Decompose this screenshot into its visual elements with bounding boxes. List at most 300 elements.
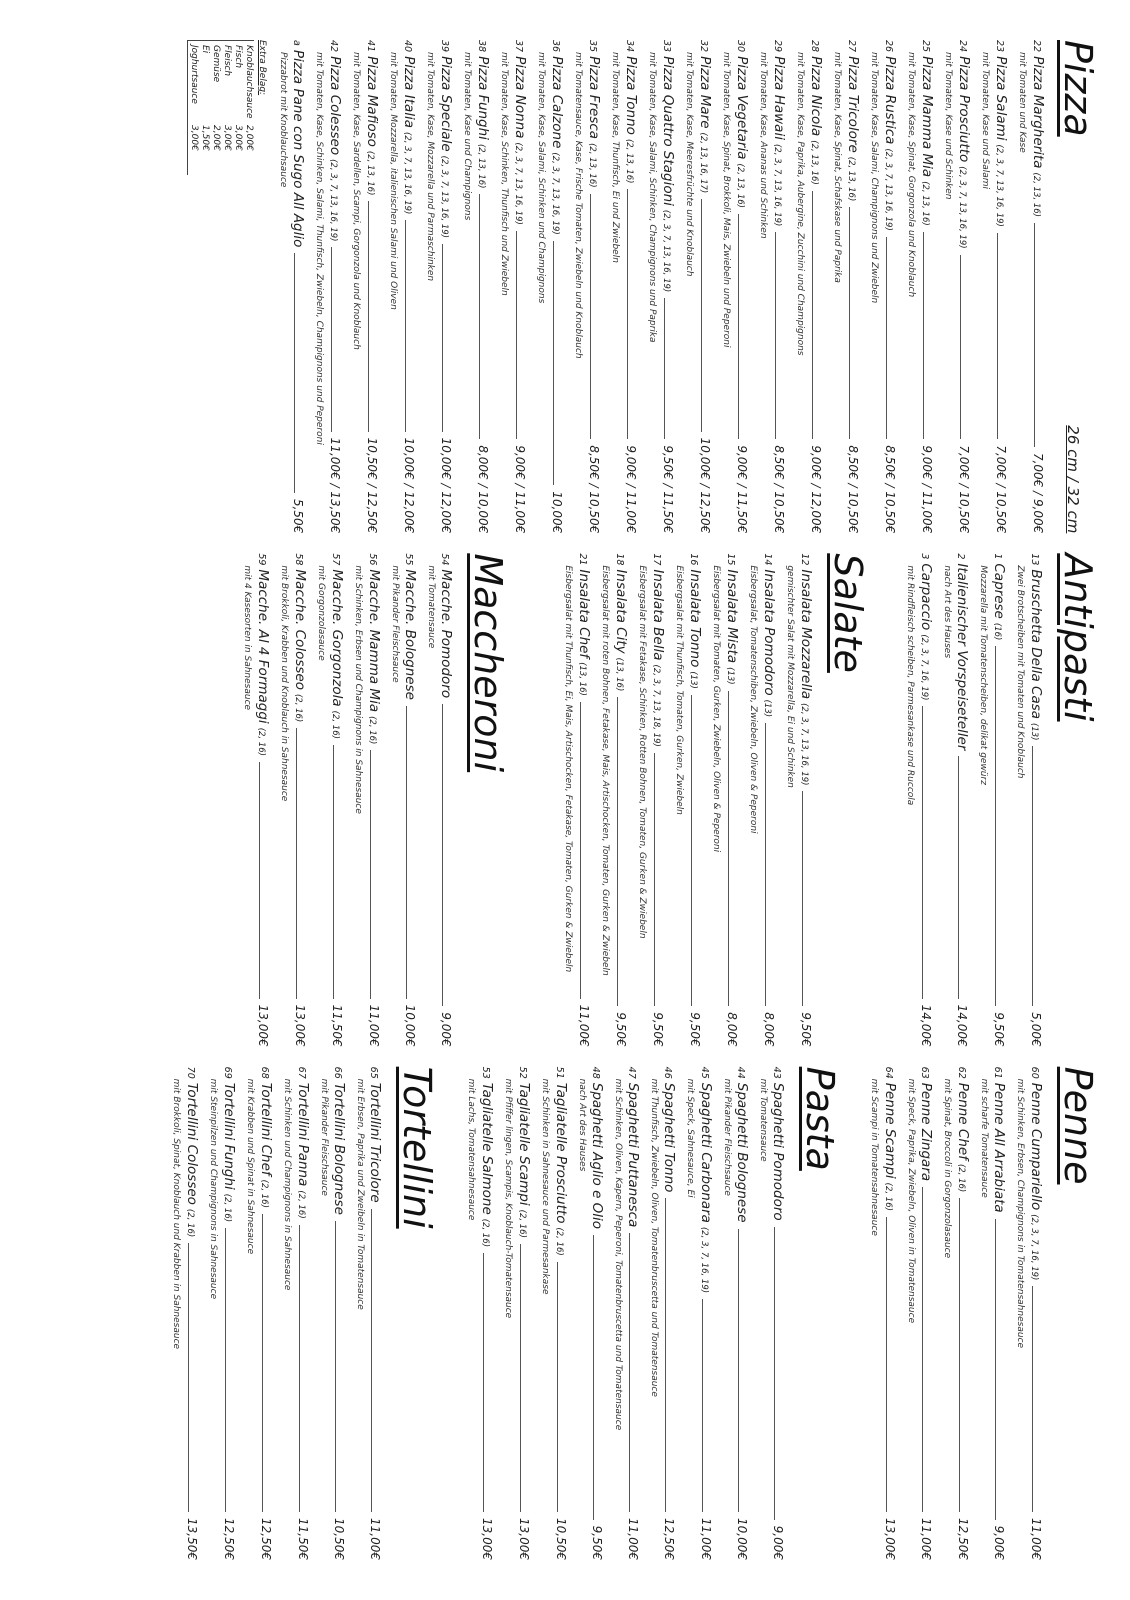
item-description: mit Tomaten, Kase, Spinat, Brokkoli, Mais, Zwiebeln und Peperoni <box>721 52 731 348</box>
item-allergens: (13, 16) <box>577 662 587 696</box>
item-allergens: (13) <box>725 667 735 685</box>
item-price: 10,00€ <box>403 1004 417 1047</box>
menu-item-line <box>252 553 271 1046</box>
extra-topping-price: 2,00€ <box>211 125 221 151</box>
item-number: 56 <box>367 553 378 566</box>
item-price: 9,00€ <box>771 1525 785 1560</box>
item-allergens: (2, 3, 7, 13, 16, 19) <box>883 148 893 231</box>
item-price: 9,00€ / 11,50€ <box>735 445 749 534</box>
item-number: 21 <box>577 553 588 566</box>
section-title-salate: Salate <box>826 553 870 673</box>
menu-item-line <box>659 1067 677 1560</box>
menu-item <box>389 553 418 1046</box>
menu-item-line <box>684 553 703 1046</box>
menu-item-line <box>289 553 308 1046</box>
leader-line <box>691 695 692 1006</box>
item-description: mit Rindfleisch scheiben, Parmesankase und Ruccola <box>905 565 915 806</box>
item-description: mit Tomaten, Kase und Salami <box>980 52 990 189</box>
item-allergens: (2, 3, 7, 13, 16, 19) <box>550 152 560 235</box>
menu-item <box>977 553 1007 1046</box>
menu-item-line <box>647 553 666 1046</box>
item-number: 70 <box>185 1066 196 1079</box>
item-name: Bruschetta Della Casa <box>1028 569 1044 720</box>
column-penne-pasta-tortellini <box>20 1067 1100 1560</box>
menu-item <box>646 40 676 533</box>
menu-item-line <box>398 40 417 533</box>
menu-item-line <box>361 40 380 533</box>
item-allergens: (13) <box>688 671 698 689</box>
item-allergens: (2, 13, 16) <box>809 140 819 185</box>
item-number: 36 <box>550 40 561 53</box>
item-name: Macche. Bolognese <box>402 569 418 700</box>
menu-item-line <box>513 1067 532 1560</box>
penne-list <box>868 1067 1044 1560</box>
item-allergens: (2, 16) <box>367 716 377 745</box>
item-price: 11,00€ <box>919 1517 933 1560</box>
extra-topping-price: 3,00€ <box>222 125 232 151</box>
item-allergens: (2, 3, 7, 13, 16, 19) <box>328 159 338 242</box>
item-price: 11,00€ <box>1029 1517 1043 1560</box>
item-name: Penne Zingara <box>918 1082 934 1182</box>
item-description: mit Schinken in Sahnesauce und Parmesankase <box>540 1078 550 1295</box>
item-name: Insalata Pomodoro <box>761 569 777 696</box>
menu-item <box>278 553 308 1046</box>
menu-item <box>387 40 417 533</box>
item-name: Insalata Mozzarella <box>798 569 814 700</box>
item-name: Tortellini Panna <box>295 1082 311 1187</box>
menu-item <box>648 1067 677 1560</box>
menu-item-line <box>916 1067 934 1560</box>
extra-topping-name: Fleisch <box>222 45 232 77</box>
maccheroni-list <box>241 553 454 1046</box>
menu-item <box>684 1067 714 1560</box>
menu-item-line <box>721 553 740 1046</box>
item-name: Macche. Gorgonzola <box>329 569 345 707</box>
item-price: 14,00€ <box>919 1004 933 1047</box>
leader-line <box>442 704 443 1006</box>
item-number: 17 <box>651 553 662 566</box>
leader-line <box>520 1244 521 1512</box>
menu-item-line <box>324 40 343 533</box>
item-name: Pizza Nonna <box>512 56 528 139</box>
menu-item <box>207 1067 237 1560</box>
item-number: 61 <box>992 1066 1003 1079</box>
leader-line <box>262 1214 263 1512</box>
item-allergens: (2, 3, 7, 13, 16, 19) <box>439 155 449 238</box>
menu-item-line <box>623 1067 641 1560</box>
menu-item <box>720 40 750 533</box>
item-number: 40 <box>402 40 413 53</box>
menu-item-line <box>694 40 713 533</box>
leader-line <box>294 253 295 493</box>
item-name: Carpaccio <box>918 563 934 631</box>
menu-item <box>868 40 898 533</box>
item-number: 52 <box>517 1066 528 1079</box>
item-price: 9,50€ <box>651 1012 665 1047</box>
leader-line <box>299 1225 300 1512</box>
menu-item-line <box>255 1067 274 1560</box>
leader-line <box>188 1243 189 1512</box>
item-name: Pizza Quattro Stagioni <box>660 56 676 206</box>
item-price: 13,00€ <box>480 1517 494 1560</box>
item-price: 10,00€ / 12,00€ <box>439 437 453 534</box>
menu-item <box>318 1067 347 1560</box>
menu-item <box>757 40 787 533</box>
item-name: Spaghetti Pomodoro <box>770 1082 786 1221</box>
item-allergens: (2, 13, 16, 17) <box>698 132 708 194</box>
item-allergens: (2, 16) <box>480 1218 490 1248</box>
item-name: Penne Scampi <box>882 1082 898 1179</box>
item-price: 10,50€ <box>554 1517 568 1560</box>
item-name: Spaghetti Tonno <box>661 1082 677 1193</box>
leader-line <box>923 232 924 440</box>
item-description: nach Art des Hauses <box>942 565 952 659</box>
item-price: 11,00€ <box>368 1517 382 1560</box>
item-allergens: (2, 16) <box>296 1190 306 1219</box>
item-number: 51 <box>554 1066 565 1079</box>
item-price: 11,00€ <box>699 1517 713 1560</box>
item-description: mit Tomaten, Kase, Ananas und Schinken <box>758 52 768 239</box>
extra-topping-price: 2,00€ <box>244 125 254 151</box>
leader-line <box>331 247 332 431</box>
item-description: mit Tomaten, Kase, Paprika, Aubergine, Zucchini und Champignons <box>795 52 805 356</box>
menu-item <box>277 40 306 533</box>
menu-item <box>978 1067 1007 1560</box>
leader-line <box>654 753 655 1006</box>
item-description: mit Schinken, Oliven, Kapern, Peperoni, Tomatenbruscetta und Tomatensauce <box>613 1078 623 1431</box>
leader-line <box>442 244 443 432</box>
item-name: Tagliatelle Scampi <box>516 1082 532 1206</box>
menu-item <box>350 40 380 533</box>
item-description: mit Lachs, Tomatensahnesauce <box>466 1078 476 1221</box>
item-price: 9,50€ <box>688 1012 702 1047</box>
item-description: Pizzabrot mit Knoblauchsauce <box>278 52 288 188</box>
menu-item-line <box>365 1067 383 1560</box>
item-number: 39 <box>439 40 450 53</box>
leader-line <box>335 1221 336 1512</box>
leader-line <box>333 745 334 999</box>
item-number: 34 <box>624 40 635 53</box>
item-number: 12 <box>799 553 810 566</box>
leader-line <box>728 691 729 1007</box>
leader-line <box>553 241 554 486</box>
menu-item <box>784 553 814 1046</box>
item-name: Italienischer Vorspeiseteller <box>954 563 970 751</box>
item-description: mit Tomatensauce, Kase, Frische Tomaten, Zwiebeln und Knoblauch <box>573 52 583 359</box>
item-number: 67 <box>296 1066 307 1079</box>
item-allergens: (16) <box>992 622 1002 641</box>
item-name: Tortellini Chef <box>258 1082 274 1176</box>
item-description: mit Scampi in Tomatensahnesauce <box>869 1078 879 1236</box>
menu-item <box>794 40 824 533</box>
leader-line <box>922 1187 923 1512</box>
item-description: mit Tomaten, Kase, Schinken, Thunfisch und Zwiebeln <box>499 52 509 296</box>
menu-item-line <box>768 40 787 533</box>
item-number: 59 <box>256 553 267 566</box>
menu-item-line <box>288 40 306 533</box>
item-price: 10,00€ / 12,50€ <box>698 437 712 534</box>
menu-item-line <box>620 40 639 533</box>
leader-line <box>483 1253 484 1512</box>
section-title-pizza: Pizza <box>1056 40 1100 137</box>
menu-item <box>941 553 970 1046</box>
item-name: Pizza Funghi <box>475 56 491 140</box>
item-description: Zwei Brotscheiben mit Tomaten und Knoblauch <box>1015 565 1025 779</box>
section-title-antipasti: Antipasti <box>1056 553 1100 722</box>
item-number: 26 <box>883 40 894 53</box>
menu-item <box>905 40 935 533</box>
item-description: Eisbergsalat mit Thunfisch, Tomaten, Gurken, Zwiebeln <box>674 565 684 815</box>
item-number: 46 <box>662 1066 673 1079</box>
menu-item-line <box>695 1067 714 1560</box>
menu-item <box>636 553 666 1046</box>
item-name: Spaghetti Aglio e Olio <box>589 1082 605 1230</box>
leader-line <box>593 1235 594 1520</box>
menu-item-line <box>610 553 629 1046</box>
item-number: 60 <box>1029 1066 1040 1079</box>
pizza-list <box>277 40 1046 533</box>
item-allergens: (2, 3, 7, 13, 16, 19) <box>957 166 967 249</box>
pizza-size-note: 26 cm / 32 cm <box>1064 425 1082 534</box>
leader-line <box>370 750 371 998</box>
leader-line <box>629 1233 630 1512</box>
item-price: 11,00€ <box>577 1004 591 1047</box>
item-name: Insalata Bella <box>650 569 666 661</box>
leader-line <box>665 1198 666 1512</box>
menu-item-line <box>573 553 592 1046</box>
extra-topping-name: Knoblauchsauce <box>244 45 254 119</box>
leader-line <box>995 1219 996 1520</box>
item-allergens: (2, 3, 7, 13, 18, 19) <box>651 664 661 747</box>
item-description: mit Gorgonzolasauce <box>316 565 326 661</box>
item-price: 9,50€ <box>590 1525 604 1560</box>
item-name: Insalata Tonno <box>687 569 703 668</box>
item-price: 11,00€ <box>626 1517 640 1560</box>
item-description: mit Thunfisch, Zwiebeln, Oliven, Tomatenbruscetta und Tomatensauce <box>649 1078 659 1397</box>
item-description: Eisbergsalat mit roten Bohnen, Fetakase, Mais, Artischocken, Tomaten, Gurken & Zwiebeln <box>600 565 610 976</box>
item-allergens: (2, 3, 7, 13, 16, 19) <box>513 142 523 225</box>
item-description: gemischter Salat mit Mozzarella, Ei und Schinken <box>785 565 795 788</box>
item-description: mit Pfiffer lingen, Scampis, Knoblauch-Tomatensauce <box>503 1078 513 1319</box>
item-description: mit Tomaten, Kase und Champignons <box>462 52 472 221</box>
item-allergens: (2, 13, 16) <box>920 181 930 226</box>
salate-list <box>562 553 814 1046</box>
menu-item <box>905 1067 934 1560</box>
item-description: Eisbergsalat mit Thunfisch, Ei, Mais, Artischocken, Fetakase, Tomaten, Gurken & Zwiebeln <box>563 565 573 973</box>
item-price: 8,50€ / 10,50€ <box>772 445 786 534</box>
item-price: 9,50€ / 11,50€ <box>661 445 675 534</box>
item-name: Macche. Colosseo <box>292 569 308 690</box>
menu-item-line <box>181 1067 200 1560</box>
menu-item <box>241 553 271 1046</box>
item-allergens: (2, 3, 7, 16, 19) <box>919 634 929 701</box>
menu-item-line <box>988 553 1007 1046</box>
leader-line <box>406 706 407 999</box>
item-name: Penne All Arrabiata <box>991 1082 1007 1213</box>
leader-line <box>259 762 260 999</box>
menu-item-line <box>879 1067 898 1560</box>
item-description: mit Pikander Fleischsauce <box>390 565 400 683</box>
item-number: 38 <box>476 40 487 53</box>
item-number: 69 <box>222 1066 233 1079</box>
leader-line <box>765 723 766 1006</box>
item-number: 68 <box>259 1066 270 1079</box>
item-allergens: (2, 13, 16) <box>1031 172 1041 217</box>
leader-line <box>557 1262 558 1512</box>
extra-topping-name: Fisch <box>233 45 243 69</box>
item-price: 5,00€ <box>1029 1012 1043 1047</box>
item-allergens: (2, 3, 7, 13, 16, 19) <box>402 132 412 215</box>
item-price: 5,50€ <box>291 498 305 534</box>
column-antipasti-salate-maccheroni <box>20 553 1100 1046</box>
item-description: mit 4 Kasesorten in Sahnesauce <box>242 565 252 711</box>
menu-item-line <box>657 40 676 533</box>
item-price: 10,00€ / 12,00€ <box>402 437 416 534</box>
item-price: 9,00€ / 11,00€ <box>920 445 934 534</box>
item-allergens: (2, 3, 7, 16, 19) <box>1029 1214 1039 1281</box>
item-name: Pizza Tricolore <box>845 56 861 153</box>
item-name: Penne Cumpariello <box>1028 1082 1044 1211</box>
item-name: Insalata Mista <box>724 569 740 664</box>
item-allergens: (2, 16) <box>222 1193 232 1223</box>
item-name: Pizza Colesseo <box>327 56 343 156</box>
pizza-header <box>1056 40 1100 533</box>
item-price: 9,00€ <box>992 1525 1006 1560</box>
item-description: mit Tomaten, Kase, Thunfisch, Ei und Zwiebeln <box>610 52 620 263</box>
item-allergens: (2, 13, 16) <box>476 143 486 189</box>
item-description: mit Tomaten, Kase, Meeresfrüchte und Knoblauch <box>684 52 694 277</box>
item-allergens: (2, 3, 7, 13, 16, 19) <box>772 143 782 227</box>
item-number: 25 <box>920 40 931 53</box>
menu-item <box>465 1067 495 1560</box>
leader-line <box>580 702 581 999</box>
item-number: 64 <box>883 1066 894 1079</box>
menu-item <box>424 40 454 533</box>
item-number: 2 <box>955 553 966 560</box>
leader-line <box>1032 746 1033 1006</box>
menu-item <box>942 40 972 533</box>
menu-item <box>539 1067 569 1560</box>
menu-item <box>1016 40 1046 533</box>
item-description: mit Spinat, Broccoli in Gorgonzolasauce <box>942 1078 952 1259</box>
leader-line <box>701 199 702 431</box>
leader-line <box>627 189 628 439</box>
leader-line <box>812 191 813 440</box>
menu-item <box>576 1067 605 1560</box>
item-price: 10,50€ / 12,50€ <box>365 437 379 534</box>
item-name: Pizza Salami <box>993 56 1009 141</box>
item-allergens: (2, 16) <box>517 1209 527 1238</box>
item-description: mit Tomaten, Kase, Schinken, Salami, Thunfisch, Zwiebeln, Champignons und Peperoni <box>314 52 324 445</box>
pasta-list <box>465 1067 786 1560</box>
item-price: 8,00€ <box>725 1012 739 1047</box>
item-number: 37 <box>513 40 524 53</box>
item-description: mit Schinken, Erbsen, Champignons in Tomatensahnesauce <box>1015 1078 1025 1349</box>
item-description: mit Tomaten, Kase, Salami, Schinken, Champignons und Paprika <box>647 52 657 343</box>
item-number: 57 <box>330 553 341 566</box>
item-price: 10,00€ <box>550 491 564 534</box>
item-number: 29 <box>772 40 783 53</box>
item-description: mit Erbsen, Paprika und Zweibeln in Tomatensauce <box>355 1078 365 1310</box>
item-description: Eisbergsalat mit Tomaten, Gurken, Zwiebeln, Oliven & Peperoni <box>711 565 721 853</box>
item-allergens: (2, 13, 16) <box>735 163 745 208</box>
leader-line <box>775 232 776 439</box>
menu-item <box>599 553 629 1046</box>
menu-item <box>757 1067 786 1560</box>
menu-item <box>244 1067 274 1560</box>
item-description: mit Tomaten und Kase <box>1017 52 1027 153</box>
item-allergens: (2, 16) <box>554 1227 564 1256</box>
item-name: Caprese <box>991 563 1007 619</box>
leader-line <box>922 706 923 998</box>
menu-item <box>1014 553 1044 1046</box>
item-number: 62 <box>956 1066 967 1079</box>
item-number: 1 <box>992 553 1003 560</box>
item-description: mit scharfe Tomatensauce <box>979 1078 989 1198</box>
item-allergens: (13) <box>762 699 772 718</box>
section-title-pasta: Pasta <box>798 1066 842 1171</box>
item-allergens: (2, 16) <box>956 1163 966 1193</box>
item-description: mit Krabben und Spinat in Sahnesauce <box>245 1078 255 1255</box>
item-name: Tortellini Bolognese <box>331 1082 347 1215</box>
menu-item-line <box>509 40 528 533</box>
extra-topping-name: Ei <box>200 45 210 54</box>
item-name: Pizza Nicola <box>808 56 824 137</box>
leader-line <box>1032 1286 1033 1512</box>
item-number: 53 <box>480 1066 491 1079</box>
item-number: 13 <box>1029 553 1040 566</box>
item-allergens: (13) <box>1029 723 1039 741</box>
item-price: 11,50€ <box>296 1517 310 1560</box>
item-number: 47 <box>626 1066 637 1079</box>
menu-item-line <box>476 1067 495 1560</box>
leader-line <box>886 1217 887 1512</box>
item-description: mit Tomaten, Kase, Salami, Champignons und Zwiebeln <box>869 52 879 304</box>
menu-item-line <box>1027 40 1046 533</box>
item-price: 8,00€ <box>762 1012 776 1047</box>
item-price: 7,00€ / 10,50€ <box>957 445 971 534</box>
menu-item-line <box>329 1067 347 1560</box>
item-description: mit Schinken, Erbsen und Champignons in Sahnesauce <box>353 565 363 814</box>
item-price: 12,50€ <box>259 1517 273 1560</box>
menu-item-line <box>953 40 972 533</box>
item-allergens: (2, 3, 7, 13, 16, 19) <box>799 703 809 786</box>
item-name: Pizza Speciale <box>438 56 454 152</box>
item-number: 32 <box>698 40 709 53</box>
item-description: Eisbergsalat, Tomatenschiben, Zwiebeln, Oliven & Peperoni <box>748 565 758 834</box>
leader-line <box>479 194 480 439</box>
menu-item <box>562 553 592 1046</box>
menu-item-line <box>795 553 814 1046</box>
antipasti-list <box>904 553 1044 1046</box>
menu-item-line <box>587 1067 605 1560</box>
item-name: Insalata Chef <box>576 569 592 659</box>
leader-line <box>997 233 998 439</box>
leader-line <box>738 214 739 439</box>
menu-item <box>979 40 1009 533</box>
menu-item-line <box>990 40 1009 533</box>
item-price: 13,50€ <box>185 1517 199 1560</box>
menu-item <box>831 40 861 533</box>
item-number: 58 <box>293 553 304 566</box>
menu-item <box>315 553 345 1046</box>
item-description: mit Brokkoli, Spinat, Knoblauch und Krabben in Sahnesauce <box>171 1078 181 1350</box>
extra-topping-price: 3,00€ <box>233 125 243 151</box>
item-price: 13,00€ <box>256 1004 270 1047</box>
item-price: 9,00€ / 12,00€ <box>809 445 823 534</box>
menu-item-line <box>546 40 565 533</box>
leader-line <box>371 1209 372 1512</box>
